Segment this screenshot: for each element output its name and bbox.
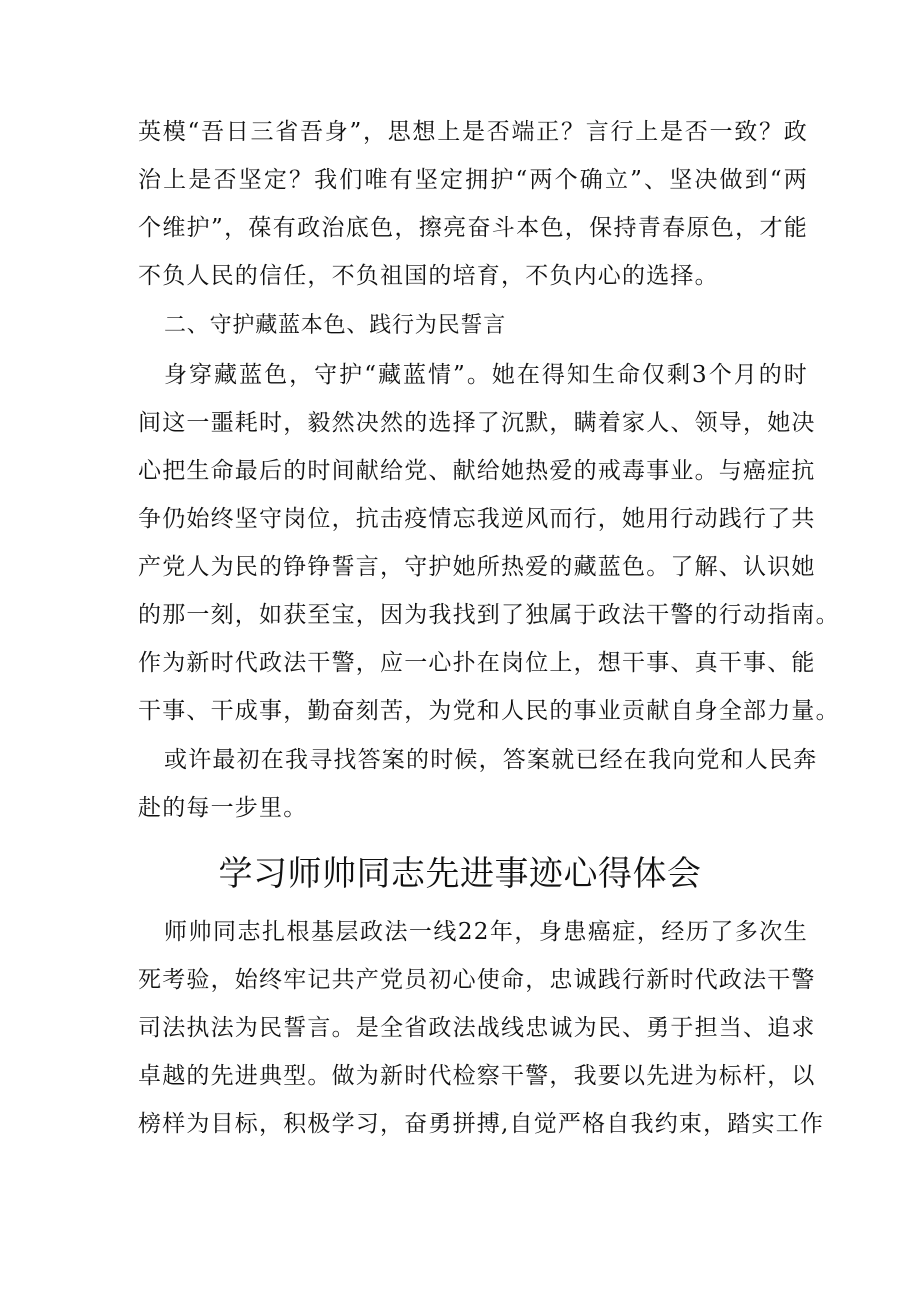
- paragraph-line: 作为新时代政法干警，应一心扑在岗位上，想干事、真干事、能: [138, 650, 816, 676]
- paragraph-line: 司法执法为民誓言。是全省政法战线忠诚为民、勇于担当、追求: [138, 1015, 816, 1041]
- paragraph-line: 个维护”，葆有政治底色，擦亮奋斗本色，保持青春原色，才能: [138, 215, 808, 241]
- paragraph-line: 心把生命最后的时间献给党、献给她热爱的戒毒事业。与癌症抗: [138, 458, 816, 484]
- paragraph-line: 卓越的先进典型。做为新时代检察干警，我要以先进为标杆，以: [138, 1063, 816, 1089]
- paragraph-line: 赴的每一步里。: [138, 795, 308, 821]
- paragraph-line: 产党人为民的铮铮誓言，守护她所热爱的藏蓝色。了解、认识她: [138, 554, 816, 580]
- paragraph-line: 师帅同志扎根基层政法一线22年，身患癌症，经历了多次生: [164, 919, 808, 945]
- paragraph-line: 间这一噩耗时，毅然决然的选择了沉默，瞒着家人、领导，她决: [138, 410, 816, 436]
- paragraph-line: 争仍始终坚守岗位，抗击疫情忘我逆风而行，她用行动践行了共: [138, 506, 816, 532]
- section-heading: 二、守护藏蓝本色、践行为民誓言: [164, 313, 507, 338]
- paragraph-line: 死考验，始终牢记共产党员初心使命，忠诚践行新时代政法干警: [138, 967, 816, 993]
- paragraph-line: 干事、干成事，勤奋刻苦，为党和人民的事业贡献自身全部力量。: [138, 698, 840, 724]
- paragraph-line: 榜样为目标，积极学习，奋勇拼搏,自觉严格自我约束，踏实工作: [138, 1111, 825, 1137]
- paragraph-line: 不负人民的信任，不负祖国的培育，不负内心的选择。: [138, 263, 719, 289]
- paragraph-line: 身穿藏蓝色，守护“藏蓝情”。她在得知生命仅剩3个月的时: [164, 362, 808, 388]
- paragraph-line: 治上是否坚定？我们唯有坚定拥护“两个确立”、坚决做到“两: [138, 167, 808, 193]
- document-title: 学习师帅同志先进事迹心得体会: [218, 854, 702, 894]
- paragraph-line: 英模“吾日三省吾身”，思想上是否端正？言行上是否一致？政: [138, 119, 808, 145]
- paragraph-line: 的那一刻，如获至宝，因为我找到了独属于政法干警的行动指南。: [138, 602, 840, 628]
- paragraph-line: 或许最初在我寻找答案的时候，答案就已经在我向党和人民奔: [164, 747, 818, 773]
